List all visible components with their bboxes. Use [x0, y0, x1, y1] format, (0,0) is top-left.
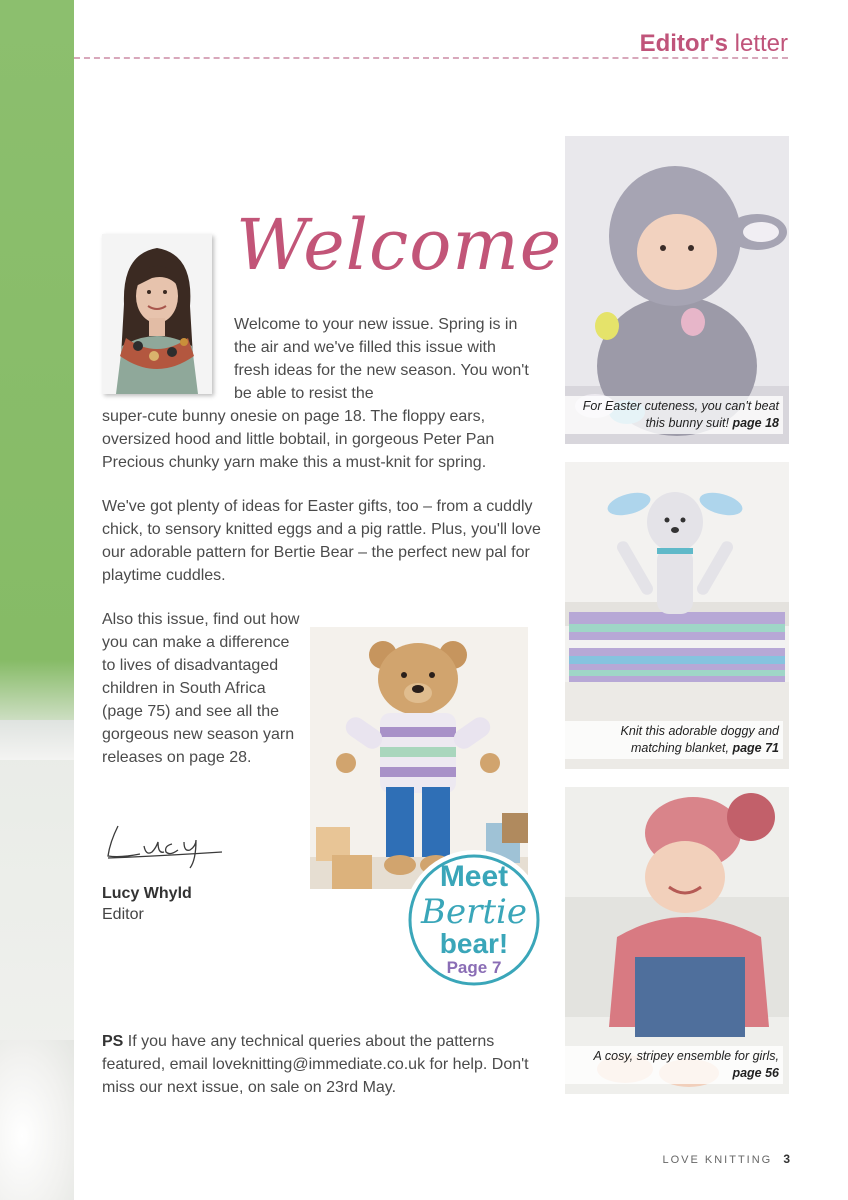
badge-line-3: bear! [439, 928, 509, 959]
ps-text: If you have any technical queries about the patterns featured, email loveknitting@immediate.co.uk for help. Don't miss our next issue, on sale on 23rd May. [102, 1033, 529, 1096]
welcome-heading: Welcome [236, 204, 563, 286]
doggy-caption-page: page 71 [732, 741, 779, 755]
doggy-caption-text: Knit this adorable doggy and matching blanket, [620, 724, 779, 755]
doggy-caption [565, 721, 783, 759]
window-sill [0, 720, 74, 760]
editor-portrait-image [102, 234, 212, 394]
editor-signature [100, 812, 230, 872]
magazine-name: LOVE KNITTING [662, 1154, 773, 1166]
section-header-light: letter [734, 30, 788, 57]
letter-paragraph-3: Also this issue, find out how you can make a difference to lives of disadvantaged children in South Africa (page 75) and see all the gorgeous new season yarn releases on page 28. [102, 611, 300, 766]
signature-image [100, 812, 230, 872]
editor-name: Lucy Whyld [102, 885, 192, 902]
doggy-blanket-photo [565, 462, 789, 769]
ensemble-caption-page: page 56 [732, 1066, 779, 1080]
page-number: 3 [783, 1152, 790, 1166]
section-header [640, 30, 788, 58]
ensemble-caption [565, 1046, 783, 1084]
bunny-suit-caption [565, 396, 783, 434]
section-header-bold: Editor's [639, 30, 728, 57]
header-divider [74, 57, 788, 59]
badge-line-2: Bertie [420, 892, 528, 932]
stripey-ensemble-photo [565, 787, 789, 1094]
meet-bertie-badge [402, 848, 546, 992]
badge-line-1: Meet [439, 860, 509, 893]
page-footer [663, 1152, 791, 1166]
decorative-side-strip [0, 0, 74, 1200]
letter-paragraph-2: We've got plenty of ideas for Easter gifts, too – from a cuddly chick, to sensory knitted eggs and a pig rattle. Plus, you'll love our adorable pattern for Bertie Bear – the perfect new pal for playtime cuddles. [102, 498, 541, 584]
bunny-suit-photo [565, 136, 789, 444]
letter-paragraph-1a: Welcome to your new issue. Spring is in the air and we've filled this issue with fresh ideas for the new season. You won't be able to resist the [234, 316, 529, 402]
ps-note [102, 1030, 542, 1099]
fluffy-rug [0, 1040, 74, 1200]
ensemble-caption-text: A cosy, stripey ensemble for girls, [593, 1049, 779, 1063]
letter-paragraph-1b: super-cute bunny onesie on page 18. The floppy ears, oversized hood and little bobtail, in gorgeous Peter Pan Precious chunky yarn make this a must-knit for spring. [102, 408, 495, 471]
editor-portrait [102, 234, 212, 394]
badge-page-ref: Page 7 [446, 958, 502, 977]
ps-label: PS [102, 1033, 124, 1050]
bunny-caption-page: page 18 [732, 416, 779, 430]
editor-role: Editor [102, 906, 144, 923]
bunny-caption-text: For Easter cuteness, you can't beat this bunny suit! [582, 399, 779, 430]
